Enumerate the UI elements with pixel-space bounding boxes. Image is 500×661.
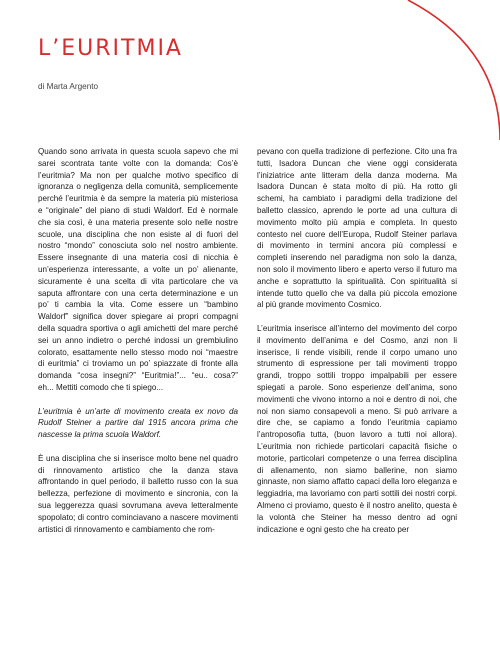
text-column-left [38,146,238,547]
paragraph: Quando sono arrivata in questa scuola sapevo che mi sarei scontrata tante volte con la domanda: Cos’è l’euritmia? Ma non per qualche motivo specifico di ignoranza o negligenza della comunità, semplicemente perché l’euritmia è da sempre la materia più misteriosa e “originale” del piano di studi Waldorf. Ed è normale che sia così, è una materia presente solo nelle nostre scuole, una disciplina che non esiste al di fuori del nostro “mondo” conosciuta solo nel nostro ambiente. Essere insegnante di una materia così di nicchia è un’esperienza interessante, a volte un po’ alienante, sicuramente è una scelta di vita particolare che va saputa affrontare con una certa determinazione e un po’ ti cambia la vita. Come essere un “bambino Waldorf” significa dover spiegare ai propri compagni della squadra sportiva o agli amichetti del mare perché sei un anno indietro o perché indossi un grembiulino colorato, esattamente nello stesso modo noi “maestre di euritmia” ci troviamo un po’ spiazzate di fronte alla domanda “cosa insegni?” “Euritmia!”... “eu.. cosa?” eh... Mettiti comodo che ti spiego... [38,147,238,392]
text-column-right [257,146,457,547]
paragraph: pevano con quella tradizione di perfezione. Cito una fra tutti, Isadora Duncan che viene oggi considerata l’iniziatrice ante litteram della danza moderna. Ma Isadora Duncan è stata molto di più. Ha rotto gli schemi, ha cambiato i paradigmi della tradizione del balletto classico, aprendo le porte ad una cultura di movimento molto più ampia e completa. In questo contesto nel cuore dell’Europa, Rudolf Steiner parlava di movimento in termini ancora più complessi e completi inserendo nel paradigma non solo la danza, non solo il movimento libero e aperto verso il futuro ma anche e soprattutto la spiritualità. Con spiritualità si intende tutto quello che va dalla più piccola emozione al più grande movimento Cosmico. [257,147,457,310]
article-byline: di Marta Argento [38,82,99,91]
article-title: L’EURITMIA [38,36,183,61]
paragraph: L’euritmia inserisce all’interno del movimento del corpo il movimento dell’anima e del Cosmo, anzi non li inserisce, li rende visibili, rende il corpo umano uno strumento di espressione per tali movimenti troppo grandi, troppo sottili troppo impalpabili per essere spiegati a parole. Sono esperienze dell’anima, sono movimenti che vivono intorno a noi e dentro di noi, che noi non siamo consapevoli a meno. Si può arrivare a dire che, se capiamo a fondo l’euritmia capiamo l’antroposofia tutta, (buon lavoro a tutti noi allora). L’euritmia non richiede particolari capacità fisiche o motorie, particolari competenze o una ferrea disciplina di allenamento, non siamo ballerine, non siamo ginnaste, non siamo affatto capaci della loro eleganza e leggiadria, ma lavoriamo con parti sottili dei nostri corpi. Almeno ci proviamo, questo è il nostro anelito, questa è la volontà che Steiner ha messo dentro ad ogni indicazione e ogni gesto che ha creato per [257,323,457,534]
paragraph: È una disciplina che si inserisce molto bene nel quadro di rinnovamento artistico che la danza stava affrontando in quel periodo, il balletto russo con la sua bellezza, perfezione di movimento e sincronia, con la sua leggerezza quasi sovrumana aveva letteralmente spopolato; di contro cominciavano a nascere movimenti artistici di rinnovamento e cambiamento che rom- [38,453,238,534]
intro-paragraph-italic: L’euritmia è un’arte di movimento creata ex novo da Rudolf Steiner a partire dal 1915 ancora prima che nascesse la prima scuola Waldorf. [38,406,238,440]
